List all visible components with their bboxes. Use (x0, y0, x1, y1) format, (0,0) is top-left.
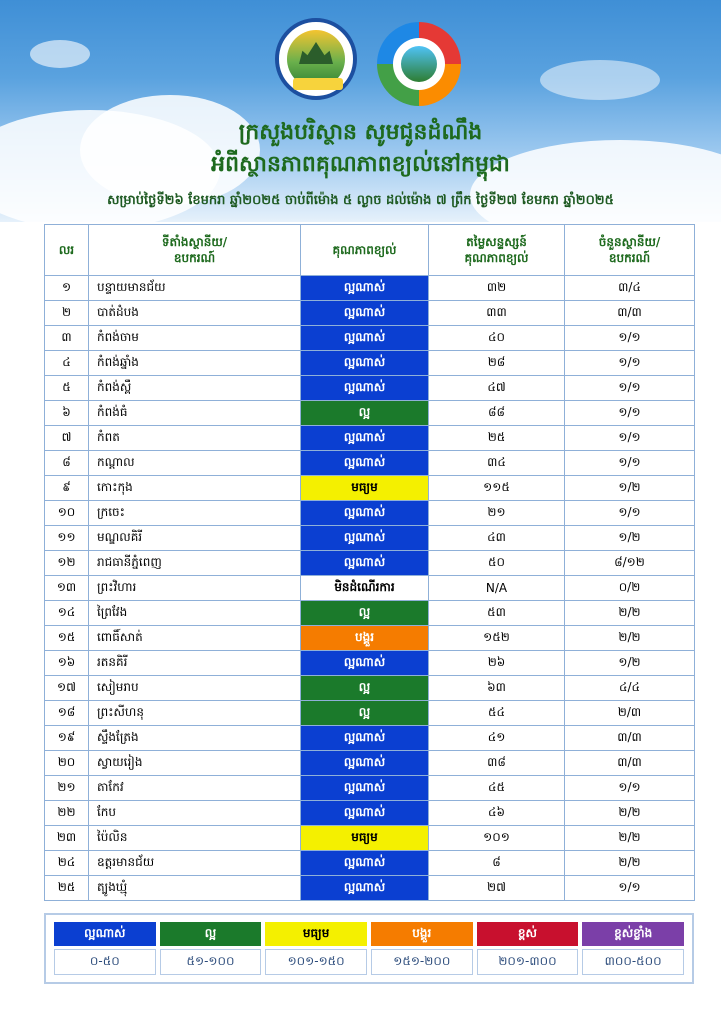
province-name: កោះកុង (89, 476, 301, 501)
station-count: ១/១ (565, 401, 695, 426)
table-row (45, 601, 695, 626)
table-row (45, 626, 695, 651)
table-row (45, 876, 695, 901)
row-number: ១ (45, 276, 89, 301)
legend-swatch: ល្អណាស់ (54, 922, 156, 946)
legend-swatch: មធ្យម (265, 922, 367, 946)
date-range: សម្រាប់ថ្ងៃទី២៦ ខែមករា ឆ្នាំ២០២៥ ចាប់ពីម៉ោង ៥ ល្ងាច ដល់ម៉ោង ៧ ព្រឹក ថ្ងៃទី២៧ ខែមករា ឆ្នាំ២០២៥ (107, 193, 614, 208)
row-number: ៣ (45, 326, 89, 351)
province-name: ត្បូងឃ្មុំ (89, 876, 301, 901)
ministry-logo (275, 18, 357, 100)
table-row (45, 276, 695, 301)
station-count: ០/២ (565, 576, 695, 601)
legend-range: ១៥១-២០០ (371, 949, 473, 975)
air-quality-status: មិនដំណើរការ (301, 576, 429, 601)
header-no: លរ (45, 225, 89, 276)
air-quality-table (44, 224, 695, 901)
row-number: ២៥ (45, 876, 89, 901)
air-quality-status: ល្អណាស់ (301, 526, 429, 551)
province-name: រាជធានីភ្នំពេញ (89, 551, 301, 576)
aqi-value: ៣៤ (429, 451, 565, 476)
legend-range: ០-៥០ (54, 949, 156, 975)
station-count: ៤/៤ (565, 676, 695, 701)
legend-swatch: ល្អ (160, 922, 262, 946)
station-count: ២/២ (565, 801, 695, 826)
row-number: ៥ (45, 376, 89, 401)
station-count: ១/១ (565, 426, 695, 451)
row-number: ១៣ (45, 576, 89, 601)
air-quality-status: មធ្យម (301, 476, 429, 501)
aqi-value: ៥០ (429, 551, 565, 576)
table-row (45, 401, 695, 426)
header-station-line2: ឧបករណ៍ (173, 251, 216, 265)
aqi-value: ២៥ (429, 426, 565, 451)
province-name: កំពត (89, 426, 301, 451)
aqi-value: ៤១ (429, 726, 565, 751)
aqi-value: ៦៣ (429, 676, 565, 701)
province-name: ក្រចេះ (89, 501, 301, 526)
air-quality-status: ល្អ (301, 701, 429, 726)
header-count-line2: ឧបករណ៍ (608, 251, 651, 265)
station-count: ១/១ (565, 326, 695, 351)
province-name: ព្រះសីហនុ (89, 701, 301, 726)
cloud-decoration (540, 60, 660, 100)
air-quality-status: ល្អណាស់ (301, 351, 429, 376)
province-name: ស្វាយរៀង (89, 751, 301, 776)
row-number: ១០ (45, 501, 89, 526)
province-name: ស្ទឹងត្រែង (89, 726, 301, 751)
row-number: ១៧ (45, 676, 89, 701)
aqi-value: ៤៥ (429, 776, 565, 801)
row-number: ១៥ (45, 626, 89, 651)
aqi-value: ៤៦ (429, 801, 565, 826)
row-number: ២១ (45, 776, 89, 801)
aqi-value: ១៥២ (429, 626, 565, 651)
air-quality-status: ល្អណាស់ (301, 551, 429, 576)
row-number: ២ (45, 301, 89, 326)
legend-range: ១០១-១៥០ (265, 949, 367, 975)
province-name: សៀមរាប (89, 676, 301, 701)
air-quality-status: ល្អណាស់ (301, 726, 429, 751)
air-quality-status: ល្អ (301, 676, 429, 701)
aqi-value: ៤៧ (429, 376, 565, 401)
air-quality-status: ល្អណាស់ (301, 751, 429, 776)
province-name: កំពង់ចាម (89, 326, 301, 351)
table-row (45, 551, 695, 576)
province-name: តាកែវ (89, 776, 301, 801)
table-row (45, 726, 695, 751)
legend-range: ៣០០-៥០០ (582, 949, 684, 975)
aqi-value: ២១ (429, 501, 565, 526)
page-subtitle: អំពីស្ថានភាពគុណភាពខ្យល់នៅកម្ពុជា (211, 152, 510, 177)
station-count: ១/១ (565, 501, 695, 526)
legend-ranges-row (54, 949, 684, 975)
table-row (45, 751, 695, 776)
table-row (45, 576, 695, 601)
station-count: ១/២ (565, 651, 695, 676)
row-number: ៦ (45, 401, 89, 426)
air-quality-status: ល្អណាស់ (301, 876, 429, 901)
aqi-value: ៨៨ (429, 401, 565, 426)
province-name: បន្ទាយមានជ័យ (89, 276, 301, 301)
province-name: ប៉ៃលិន (89, 826, 301, 851)
air-quality-status: ល្អណាស់ (301, 851, 429, 876)
row-number: ១៦ (45, 651, 89, 676)
air-quality-status: ល្អណាស់ (301, 776, 429, 801)
air-quality-status: ល្អណាស់ (301, 426, 429, 451)
province-name: កណ្ដាល (89, 451, 301, 476)
province-name: ព្រះវិហារ (89, 576, 301, 601)
legend-swatch: បង្គួរ (371, 922, 473, 946)
station-count: ២/៣ (565, 701, 695, 726)
row-number: ២៤ (45, 851, 89, 876)
table-row (45, 851, 695, 876)
aqi-value: ៥៤ (429, 701, 565, 726)
station-count: ១/១ (565, 876, 695, 901)
province-name: រតនគិរី (89, 651, 301, 676)
station-count: ២/២ (565, 851, 695, 876)
air-quality-status: ល្អណាស់ (301, 451, 429, 476)
table-row (45, 676, 695, 701)
table-row (45, 301, 695, 326)
table-row (45, 701, 695, 726)
aqi-legend (44, 913, 694, 984)
aqi-value: ១១៥ (429, 476, 565, 501)
station-count: ១/១ (565, 376, 695, 401)
aqi-value: ៨ (429, 851, 565, 876)
province-name: កំពង់ធំ (89, 401, 301, 426)
row-number: ៨ (45, 451, 89, 476)
air-quality-status: ល្អណាស់ (301, 376, 429, 401)
air-quality-status: ល្អ (301, 601, 429, 626)
table-row (45, 351, 695, 376)
station-count: ២/២ (565, 601, 695, 626)
row-number: ៤ (45, 351, 89, 376)
row-number: ១៨ (45, 701, 89, 726)
header-index (429, 225, 565, 276)
row-number: ១៤ (45, 601, 89, 626)
aqi-value: ៣៣ (429, 301, 565, 326)
aqi-value: ៣២ (429, 276, 565, 301)
aqi-value: ១០១ (429, 826, 565, 851)
table-row (45, 326, 695, 351)
header-count-line1: ចំនួនស្ថានីយ/ (598, 235, 661, 249)
aqi-value: ២៨ (429, 351, 565, 376)
air-quality-status: ល្អណាស់ (301, 301, 429, 326)
province-name: កំពង់ស្ពឺ (89, 376, 301, 401)
station-count: ៣/៣ (565, 751, 695, 776)
table-row (45, 826, 695, 851)
station-count: ២/២ (565, 826, 695, 851)
header-index-line2: គុណភាពខ្យល់ (464, 251, 529, 265)
table-row (45, 451, 695, 476)
row-number: ២៣ (45, 826, 89, 851)
table-row (45, 651, 695, 676)
row-number: ៧ (45, 426, 89, 451)
air-quality-logo (377, 22, 461, 106)
aqi-value: ២៦ (429, 651, 565, 676)
station-count: ២/២ (565, 626, 695, 651)
sky-banner (0, 0, 721, 222)
air-quality-status: ល្អណាស់ (301, 651, 429, 676)
row-number: ១១ (45, 526, 89, 551)
province-name: បាត់ដំបង (89, 301, 301, 326)
row-number: ២២ (45, 801, 89, 826)
aqi-value: N/A (429, 576, 565, 601)
table-row (45, 526, 695, 551)
station-count: ៣/៣ (565, 301, 695, 326)
aqi-value: ៥៣ (429, 601, 565, 626)
station-count: ១/២ (565, 476, 695, 501)
header-count (565, 225, 695, 276)
station-count: ៣/៣ (565, 726, 695, 751)
air-quality-status: បង្គួរ (301, 626, 429, 651)
air-quality-status: ល្អណាស់ (301, 276, 429, 301)
aqi-value: ២៧ (429, 876, 565, 901)
header-quality: គុណភាពខ្យល់ (301, 225, 429, 276)
station-count: ១/១ (565, 776, 695, 801)
air-quality-status: មធ្យម (301, 826, 429, 851)
station-count: ១/២ (565, 526, 695, 551)
table-header-row (45, 225, 695, 276)
province-name: ព្រៃវែង (89, 601, 301, 626)
station-count: ៣/៤ (565, 276, 695, 301)
cloud-decoration (30, 40, 90, 68)
legend-swatch: ខ្ពស់ខ្លាំង (582, 922, 684, 946)
table-row (45, 801, 695, 826)
legend-range: ៥១-១០០ (160, 949, 262, 975)
province-name: ឧត្តរមានជ័យ (89, 851, 301, 876)
legend-labels-row (54, 922, 684, 946)
row-number: ១២ (45, 551, 89, 576)
air-quality-table-container (44, 224, 694, 901)
aqi-value: ៣៨ (429, 751, 565, 776)
air-quality-status: ល្អណាស់ (301, 801, 429, 826)
row-number: ២០ (45, 751, 89, 776)
air-quality-status: ល្អណាស់ (301, 326, 429, 351)
page-title: ក្រសួងបរិស្ថាន សូមជូនដំណឹង (238, 120, 483, 145)
air-quality-status: ល្អ (301, 401, 429, 426)
station-count: ១/១ (565, 451, 695, 476)
header-station-line1: ទីតាំងស្ថានីយ/ (161, 235, 228, 249)
province-name: ពោធិ៍សាត់ (89, 626, 301, 651)
station-count: ៨/១២ (565, 551, 695, 576)
table-row (45, 501, 695, 526)
aqi-value: ៤០ (429, 326, 565, 351)
aqi-value: ៤៣ (429, 526, 565, 551)
province-name: មណ្ឌលគិរី (89, 526, 301, 551)
row-number: ១៩ (45, 726, 89, 751)
province-name: កែប (89, 801, 301, 826)
province-name: កំពង់ឆ្នាំង (89, 351, 301, 376)
legend-range: ២០១-៣០០ (477, 949, 579, 975)
table-row (45, 376, 695, 401)
table-row (45, 776, 695, 801)
station-count: ១/១ (565, 351, 695, 376)
header-station (89, 225, 301, 276)
legend-swatch: ខ្ពស់ (477, 922, 579, 946)
table-row (45, 476, 695, 501)
header-index-line1: តម្លៃសន្ទស្សន៍ (466, 235, 527, 249)
air-quality-status: ល្អណាស់ (301, 501, 429, 526)
table-row (45, 426, 695, 451)
row-number: ៩ (45, 476, 89, 501)
